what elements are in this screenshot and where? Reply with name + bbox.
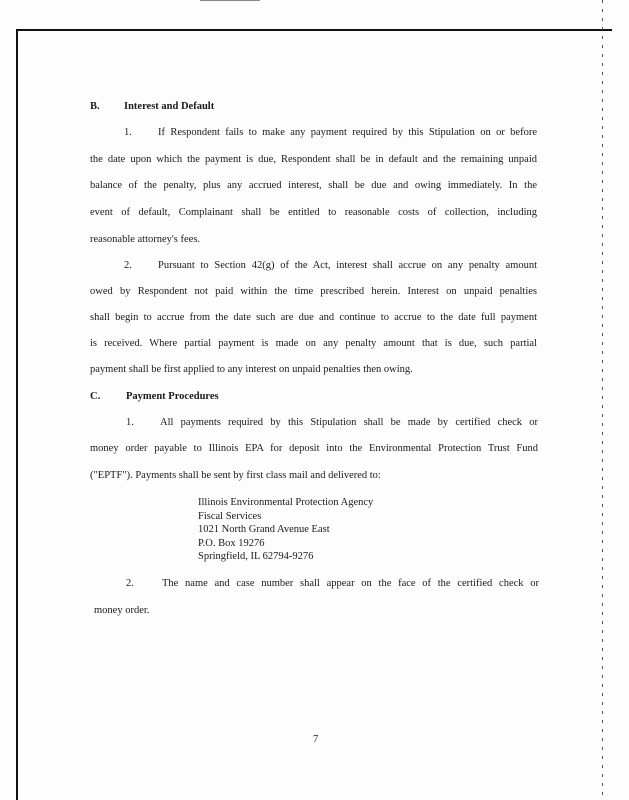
b2-line-1: Pursuant to Section 42(g) of the Act, interest shall accrue on any penalty amount [158,260,537,271]
b1-line-2: the date upon which the payment is due, Respondent shall be in default and the remaining unpaid [90,154,537,165]
b1-line-1: If Respondent fails to make any payment required by this Stipulation on or before [158,127,537,138]
c2-number: 2. [126,578,134,589]
b1-line-5: reasonable attorney's fees. [90,234,201,245]
b2-number: 2. [124,260,132,271]
section-c-title: Payment Procedures [126,391,219,402]
address-line-2: Fiscal Services [198,510,262,522]
section-c-label: C. [90,391,101,402]
section-b-label: B. [90,101,100,112]
b2-line-2: owed by Respondent not paid within the time prescribed herein. Interest on unpaid penalties [90,286,537,297]
address-line-5: Springfield, IL 62794-9276 [198,551,314,563]
address-line-3: 1021 North Grand Avenue East [198,524,330,536]
section-b-title: Interest and Default [124,101,215,112]
c1-number: 1. [126,417,134,428]
b1-line-4: event of default, Complainant shall be entitled to reasonable costs of collection, including [90,207,537,218]
c1-line-1: All payments required by this Stipulation shall be made by certified check or [160,417,538,428]
mailing-address [198,496,373,564]
b2-line-3: shall begin to accrue from the date such are due and continue to accrue to the date full payment [90,312,537,323]
page-number: 7 [313,734,319,745]
c1-line-3: ("EPTF"). Payments shall be sent by first class mail and delivered to: [90,470,381,481]
b2-line-5: payment shall be first applied to any interest on unpaid penalties then owing. [90,364,413,375]
scan-artifact [200,0,260,1]
page-border-left [16,29,18,800]
c2-line-1: The name and case number shall appear on the face of the certified check or [162,578,539,589]
address-line-1: Illinois Environmental Protection Agency [198,497,374,508]
b1-line-3: balance of the penalty, plus any accrued interest, shall be due and owing immediately. In the [90,180,537,191]
page-border-top [16,29,612,31]
address-line-4: P.O. Box 19276 [198,537,265,549]
c2-line-2: money order. [94,605,150,616]
b1-number: 1. [124,127,132,138]
c1-line-2: money order payable to Illinois EPA for deposit into the Environmental Protection Trust Fund [90,443,538,454]
b2-line-4: is received. Where partial payment is made on any penalty amount that is due, such partial [90,338,537,349]
page-border-right [602,0,603,800]
